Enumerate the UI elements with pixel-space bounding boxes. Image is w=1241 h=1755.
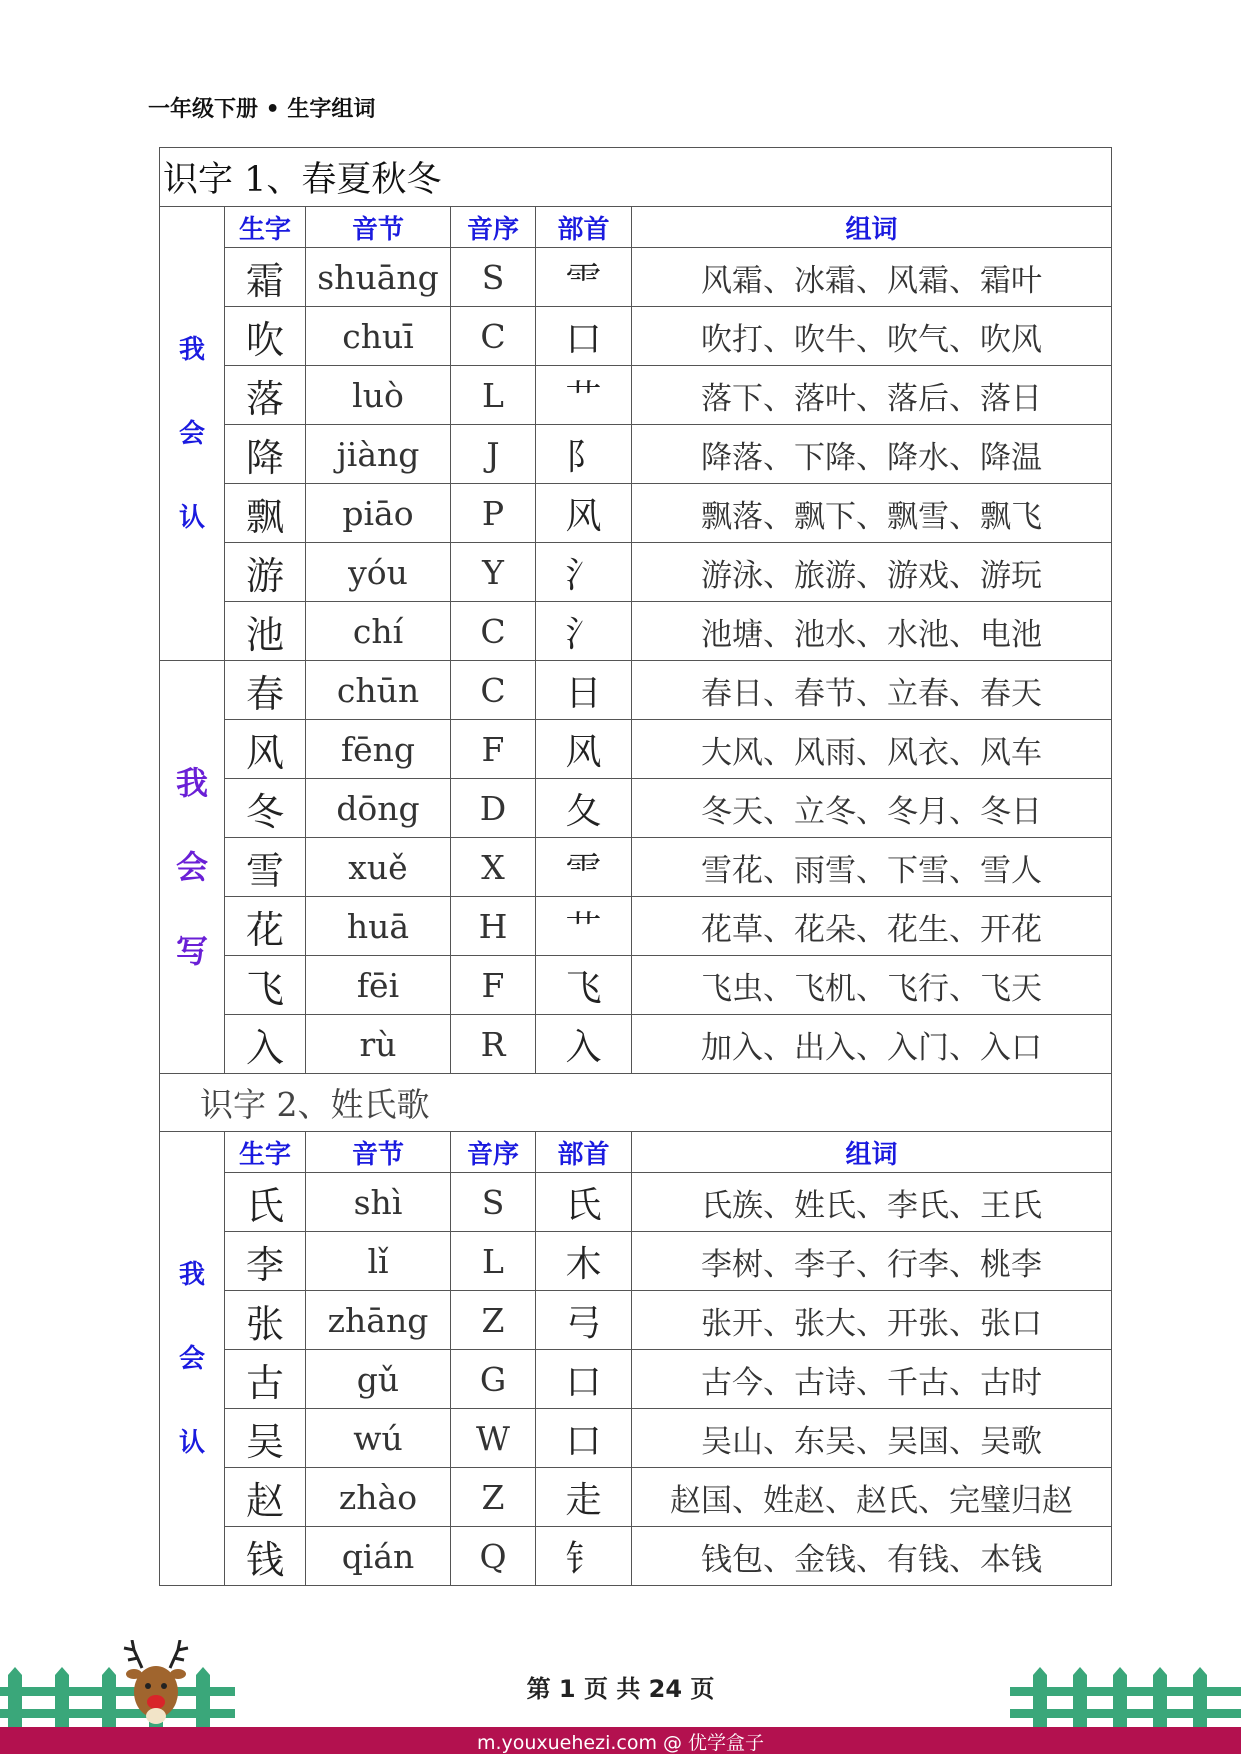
character-cell: 赵 bbox=[225, 1468, 306, 1527]
footer-site-text: m.youxuehezi.com @ 优学盒子 bbox=[476, 1732, 765, 1754]
pinyin-cell: shuāng bbox=[306, 248, 451, 307]
pinyin-cell: lǐ bbox=[306, 1232, 451, 1291]
words-cell: 张开、张大、开张、张口 bbox=[632, 1291, 1112, 1350]
index-letter-cell: P bbox=[451, 484, 536, 543]
character-cell: 游 bbox=[225, 543, 306, 602]
index-letter-cell: L bbox=[451, 366, 536, 425]
table-row bbox=[160, 661, 1112, 720]
table-row bbox=[160, 307, 1112, 366]
table-row bbox=[160, 720, 1112, 779]
table-row bbox=[160, 366, 1112, 425]
radical-cell: 氏 bbox=[536, 1173, 632, 1232]
words-cell: 飞虫、飞机、飞行、飞天 bbox=[632, 956, 1112, 1015]
table-row bbox=[160, 1291, 1112, 1350]
index-letter-cell: W bbox=[451, 1409, 536, 1468]
table-row bbox=[160, 1527, 1112, 1586]
pinyin-cell: xuě bbox=[306, 838, 451, 897]
table-row bbox=[160, 1015, 1112, 1074]
words-cell: 花草、花朵、花生、开花 bbox=[632, 897, 1112, 956]
pinyin-cell: wú bbox=[306, 1409, 451, 1468]
radical-cell: 飞 bbox=[536, 956, 632, 1015]
character-cell: 李 bbox=[225, 1232, 306, 1291]
group-label-char: 我 bbox=[178, 334, 205, 365]
group-label bbox=[160, 207, 225, 661]
radical-cell: 入 bbox=[536, 1015, 632, 1074]
character-cell: 古 bbox=[225, 1350, 306, 1409]
words-cell: 氏族、姓氏、李氏、王氏 bbox=[632, 1173, 1112, 1232]
character-cell: 花 bbox=[225, 897, 306, 956]
group-label-char: 会 bbox=[175, 848, 208, 886]
header-radical: 部首 bbox=[536, 207, 632, 248]
radical-cell: 夂 bbox=[536, 779, 632, 838]
header-words: 组词 bbox=[632, 207, 1112, 248]
table-row bbox=[160, 602, 1112, 661]
index-letter-cell: Q bbox=[451, 1527, 536, 1586]
character-cell: 氏 bbox=[225, 1173, 306, 1232]
table-row bbox=[160, 1468, 1112, 1527]
pinyin-cell: chūn bbox=[306, 661, 451, 720]
words-cell: 游泳、旅游、游戏、游玩 bbox=[632, 543, 1112, 602]
index-letter-cell: S bbox=[451, 1173, 536, 1232]
character-cell: 吴 bbox=[225, 1409, 306, 1468]
pinyin-cell: fēi bbox=[306, 956, 451, 1015]
radical-cell: 钅 bbox=[536, 1527, 632, 1586]
column-header-row bbox=[160, 207, 1112, 248]
group-label-char: 我 bbox=[178, 1259, 205, 1290]
index-letter-cell: L bbox=[451, 1232, 536, 1291]
words-cell: 降落、下降、降水、降温 bbox=[632, 425, 1112, 484]
group-label bbox=[160, 661, 225, 1074]
table-row bbox=[160, 1232, 1112, 1291]
header-pinyin: 音节 bbox=[306, 1132, 451, 1173]
character-cell: 降 bbox=[225, 425, 306, 484]
pinyin-cell: qián bbox=[306, 1527, 451, 1586]
pinyin-cell: gǔ bbox=[306, 1350, 451, 1409]
radical-cell: 氵 bbox=[536, 543, 632, 602]
header-index: 音序 bbox=[451, 1132, 536, 1173]
words-cell: 落下、落叶、落后、落日 bbox=[632, 366, 1112, 425]
header-char: 生字 bbox=[225, 1132, 306, 1173]
words-cell: 风霜、冰霜、风霜、霜叶 bbox=[632, 248, 1112, 307]
table-row bbox=[160, 1409, 1112, 1468]
section-title-row bbox=[160, 148, 1112, 207]
column-header-row bbox=[160, 1132, 1112, 1173]
words-cell: 池塘、池水、水池、电池 bbox=[632, 602, 1112, 661]
pinyin-cell: rù bbox=[306, 1015, 451, 1074]
character-cell: 入 bbox=[225, 1015, 306, 1074]
page-number: 第 1 页 共 24 页 bbox=[526, 1675, 715, 1703]
character-cell: 冬 bbox=[225, 779, 306, 838]
table-row bbox=[160, 248, 1112, 307]
pinyin-cell: zhāng bbox=[306, 1291, 451, 1350]
group-label-char: 认 bbox=[178, 502, 205, 533]
index-letter-cell: Z bbox=[451, 1291, 536, 1350]
radical-cell: ⻗ bbox=[536, 838, 632, 897]
radical-cell: 阝 bbox=[536, 425, 632, 484]
section-title: 识字 2、姓氏歌 bbox=[160, 1074, 1112, 1132]
character-cell: 风 bbox=[225, 720, 306, 779]
document-header: 一年级下册 • 生字组词 bbox=[148, 97, 376, 122]
character-cell: 春 bbox=[225, 661, 306, 720]
index-letter-cell: H bbox=[451, 897, 536, 956]
words-cell: 钱包、金钱、有钱、本钱 bbox=[632, 1527, 1112, 1586]
group-label-char: 写 bbox=[175, 932, 208, 970]
words-cell: 赵国、姓赵、赵氏、完璧归赵 bbox=[632, 1468, 1112, 1527]
table-row bbox=[160, 956, 1112, 1015]
words-cell: 冬天、立冬、冬月、冬日 bbox=[632, 779, 1112, 838]
table-row bbox=[160, 1350, 1112, 1409]
header-pinyin: 音节 bbox=[306, 207, 451, 248]
index-letter-cell: S bbox=[451, 248, 536, 307]
words-cell: 加入、出入、入门、入口 bbox=[632, 1015, 1112, 1074]
radical-cell: 艹 bbox=[536, 897, 632, 956]
pinyin-cell: luò bbox=[306, 366, 451, 425]
group-label-char: 会 bbox=[178, 418, 205, 449]
radical-cell: 氵 bbox=[536, 602, 632, 661]
index-letter-cell: J bbox=[451, 425, 536, 484]
radical-cell: 口 bbox=[536, 307, 632, 366]
character-cell: 钱 bbox=[225, 1527, 306, 1586]
header-words: 组词 bbox=[632, 1132, 1112, 1173]
character-cell: 池 bbox=[225, 602, 306, 661]
section-title-row bbox=[160, 1074, 1112, 1132]
character-cell: 吹 bbox=[225, 307, 306, 366]
header-char: 生字 bbox=[225, 207, 306, 248]
header-index: 音序 bbox=[451, 207, 536, 248]
pinyin-cell: zhào bbox=[306, 1468, 451, 1527]
pinyin-cell: chuī bbox=[306, 307, 451, 366]
words-cell: 飘落、飘下、飘雪、飘飞 bbox=[632, 484, 1112, 543]
radical-cell: 口 bbox=[536, 1350, 632, 1409]
header-radical: 部首 bbox=[536, 1132, 632, 1173]
pinyin-cell: huā bbox=[306, 897, 451, 956]
character-cell: 飘 bbox=[225, 484, 306, 543]
pinyin-cell: fēng bbox=[306, 720, 451, 779]
radical-cell: 风 bbox=[536, 484, 632, 543]
radical-cell: 弓 bbox=[536, 1291, 632, 1350]
table-row bbox=[160, 543, 1112, 602]
radical-cell: ⻗ bbox=[536, 248, 632, 307]
words-cell: 李树、李子、行李、桃李 bbox=[632, 1232, 1112, 1291]
character-cell: 霜 bbox=[225, 248, 306, 307]
words-cell: 春日、春节、立春、春天 bbox=[632, 661, 1112, 720]
table-row bbox=[160, 897, 1112, 956]
index-letter-cell: D bbox=[451, 779, 536, 838]
index-letter-cell: Y bbox=[451, 543, 536, 602]
group-label bbox=[160, 1132, 225, 1586]
radical-cell: 走 bbox=[536, 1468, 632, 1527]
index-letter-cell: X bbox=[451, 838, 536, 897]
pinyin-cell: shì bbox=[306, 1173, 451, 1232]
character-cell: 飞 bbox=[225, 956, 306, 1015]
words-cell: 大风、风雨、风衣、风车 bbox=[632, 720, 1112, 779]
pinyin-cell: piāo bbox=[306, 484, 451, 543]
radical-cell: 木 bbox=[536, 1232, 632, 1291]
pinyin-cell: jiàng bbox=[306, 425, 451, 484]
character-cell: 雪 bbox=[225, 838, 306, 897]
group-label-char: 会 bbox=[178, 1343, 205, 1374]
index-letter-cell: Z bbox=[451, 1468, 536, 1527]
index-letter-cell: C bbox=[451, 307, 536, 366]
vocabulary-table bbox=[159, 147, 1112, 1586]
radical-cell: 风 bbox=[536, 720, 632, 779]
character-cell: 张 bbox=[225, 1291, 306, 1350]
section-title: 识字 1、春夏秋冬 bbox=[160, 148, 1112, 207]
index-letter-cell: F bbox=[451, 720, 536, 779]
table-row bbox=[160, 425, 1112, 484]
index-letter-cell: R bbox=[451, 1015, 536, 1074]
radical-cell: 口 bbox=[536, 1409, 632, 1468]
words-cell: 吴山、东吴、吴国、吴歌 bbox=[632, 1409, 1112, 1468]
table-row bbox=[160, 484, 1112, 543]
table-row bbox=[160, 1173, 1112, 1232]
radical-cell: 艹 bbox=[536, 366, 632, 425]
pinyin-cell: dōng bbox=[306, 779, 451, 838]
index-letter-cell: C bbox=[451, 602, 536, 661]
words-cell: 吹打、吹牛、吹气、吹风 bbox=[632, 307, 1112, 366]
character-cell: 落 bbox=[225, 366, 306, 425]
words-cell: 古今、古诗、千古、古时 bbox=[632, 1350, 1112, 1409]
table-row bbox=[160, 779, 1112, 838]
table-row bbox=[160, 838, 1112, 897]
radical-cell: 日 bbox=[536, 661, 632, 720]
index-letter-cell: C bbox=[451, 661, 536, 720]
group-label-char: 认 bbox=[178, 1427, 205, 1458]
index-letter-cell: F bbox=[451, 956, 536, 1015]
words-cell: 雪花、雨雪、下雪、雪人 bbox=[632, 838, 1112, 897]
group-label-char: 我 bbox=[175, 764, 208, 802]
pinyin-cell: yóu bbox=[306, 543, 451, 602]
index-letter-cell: G bbox=[451, 1350, 536, 1409]
pinyin-cell: chí bbox=[306, 602, 451, 661]
